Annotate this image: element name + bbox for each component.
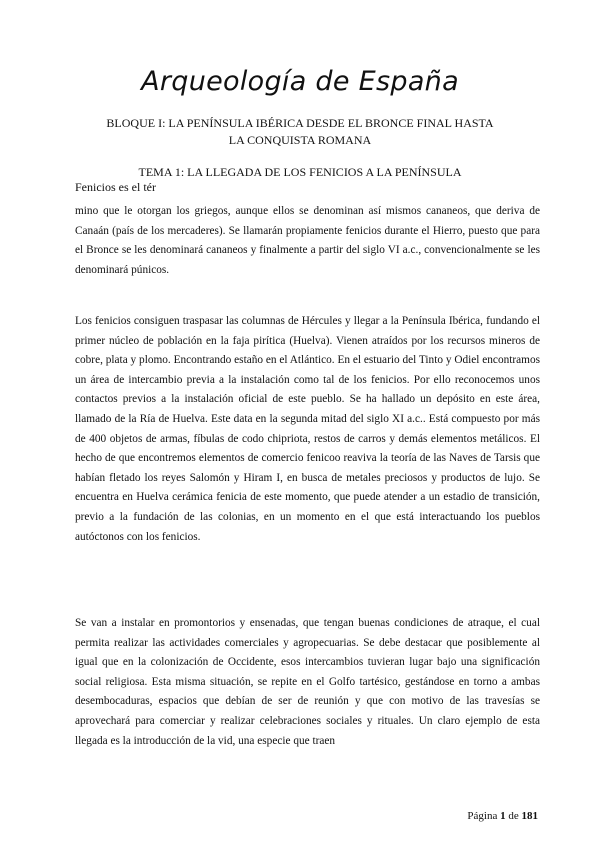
page-label: Página <box>467 810 498 822</box>
paragraph-1: mino que le otorgan los griegos, aunque ellos se denominan así mismos cananeos, que deriva de Canaán (país de los mercaderes). Se llamarán propiamente fenicios durante el Hierro, puesto que para el Bronce se les denominará cananeos y finalmente a partir del siglo VI a.c., convencionalmente se les denominará púnicos. <box>75 205 540 276</box>
total-pages: 181 <box>521 810 538 822</box>
paragraph-2: Los fenicios consiguen traspasar las columnas de Hércules y llegar a la Península Ibérica, fundando el primer núcleo de población en la faja pirítica (Huelva). Vienen atraídos por los recursos mineros de cobre, plata y plomo. Encontrando estaño en el Atlántico. En el estuario del Tinto y Odiel encontramos un área de intercambio previa a la instalación como tal de los fenicios. Por ello reconocemos unos contactos previos a la instalación oficial de este pueblo. Se ha hallado un depósito en este área, llamado de la Ría de Huelva. Este data en la segunda mitad del siglo XI a.c.. Está compuesto por más de 400 objetos de armas, fíbulas de codo chipriota, restos de carros y demás elementos metálicos. El hecho de que encontremos elementos de comercio fenicoo reaviva la teoría de las Naves de Tarsis que habían fletado los reyes Salomón y Hiram I, en busca de metales preciosos y productos de lujo. Se encuentra en Huelva cerámica fenicia de este momento, que puede atender a un estadio de transición, previo a la fundación de las colonias, en un momento en el que está interactuando los pueblos autóctonos con los fenicios. <box>75 315 540 543</box>
section-heading: TEMA 1: LA LLEGADA DE LOS FENICIOS A LA PENÍNSULA <box>138 165 462 179</box>
page-footer <box>467 810 538 822</box>
page-number: 1 <box>500 810 506 822</box>
paragraph-3: Se van a instalar en promontorios y ensenadas, que tengan buenas condiciones de atraque, el cual permita realizar las actividades comerciales y agropecuarias. Se debe destacar que posiblemente al igual que en la colonización de Occidente, esos intercambios tuvieran lugar bajo una significación social religiosa. Esta misma situación, se repite en el Golfo tartésico, gestándose en torno a ambas desembocaduras, espacios que debían de ser de reunión y que con motivo de las travesías se aprovechará para comerciar y realizar celebraciones sociales y rituales. Un claro ejemplo de esta llegada es la introducción de la vid, una especie que traen <box>75 617 540 747</box>
intro-fragment: Fenicios es el tér <box>75 180 156 194</box>
of-label: de <box>508 810 519 822</box>
document-title: Arqueología de España <box>141 66 459 97</box>
block-subtitle: BLOQUE I: LA PENÍNSULA IBÉRICA DESDE EL BRONCE FINAL HASTA LA CONQUISTA ROMANA <box>106 116 494 147</box>
